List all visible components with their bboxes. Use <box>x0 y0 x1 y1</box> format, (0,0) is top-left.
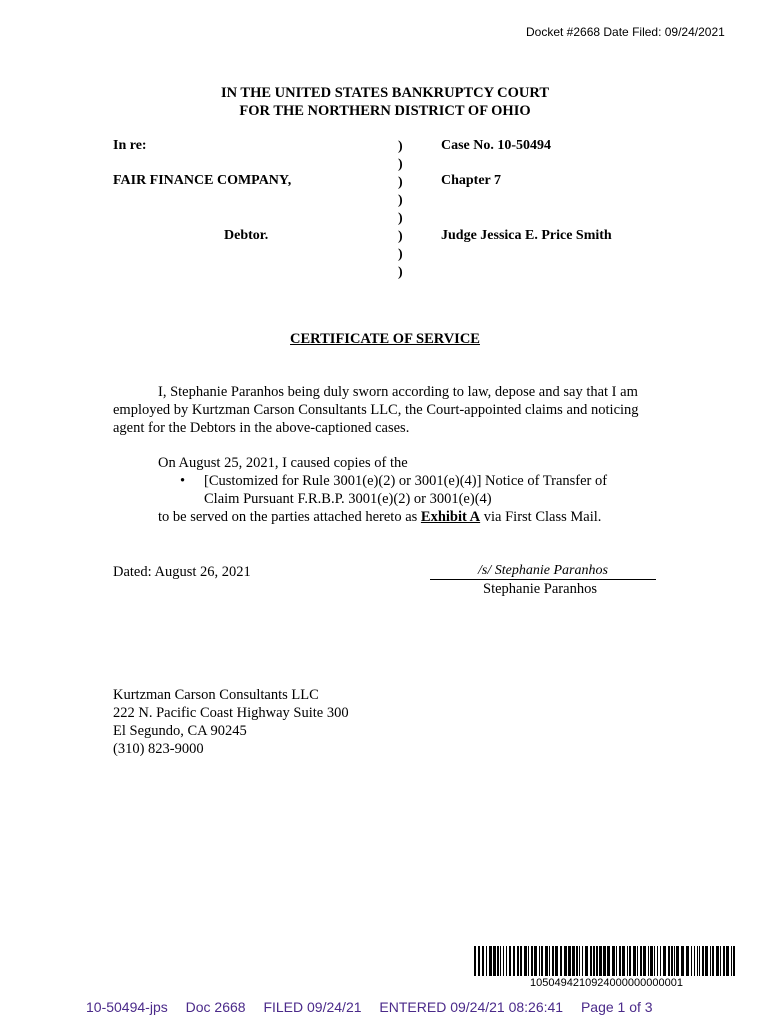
served-document <box>204 472 607 508</box>
barcode-bar <box>607 946 610 976</box>
barcode-graphic <box>474 946 739 976</box>
caption-paren: ) <box>398 265 403 280</box>
caption-paren: ) <box>398 229 403 244</box>
barcode-bar <box>576 946 578 976</box>
barcode-bar <box>585 946 588 976</box>
caption-paren: ) <box>398 211 403 226</box>
barcode <box>474 946 739 976</box>
barcode-bar <box>552 946 554 976</box>
barcode-bar <box>627 946 628 976</box>
barcode-bar <box>694 946 695 976</box>
barcode-bar <box>643 946 646 976</box>
barcode-bar <box>612 946 615 976</box>
address-company: Kurtzman Carson Consultants LLC <box>113 687 319 703</box>
caption-paren: ) <box>398 157 403 172</box>
served-suffix: via First Class Mail. <box>480 509 602 525</box>
served-document-line: [Customized for Rule 3001(e)(2) or 3001(e)(4)] Notice of Transfer of <box>204 473 608 489</box>
barcode-bar <box>616 946 617 976</box>
chapter: Chapter 7 <box>441 173 502 188</box>
barcode-bar <box>720 946 721 976</box>
address-block <box>113 686 349 758</box>
sworn-line: agent for the Debtors in the above-captioned cases. <box>113 420 410 436</box>
sworn-paragraph <box>113 383 673 437</box>
barcode-bar <box>681 946 684 976</box>
dated-line: Dated: August 26, 2021 <box>113 564 251 580</box>
caption-paren: ) <box>398 139 403 154</box>
barcode-bar <box>733 946 735 976</box>
barcode-bar <box>524 946 527 976</box>
barcode-bar <box>528 946 529 976</box>
footer-doc: Doc 2668 <box>185 999 246 1015</box>
served-document-line: Claim Pursuant F.R.B.P. 3001(e)(2) or 3001(e)(4) <box>204 491 492 507</box>
barcode-bar <box>545 946 548 976</box>
barcode-bar <box>731 946 732 976</box>
address-city: El Segundo, CA 90245 <box>113 723 247 739</box>
barcode-bar <box>593 946 595 976</box>
caption-parentheses <box>398 138 403 282</box>
document-title: CERTIFICATE OF SERVICE <box>290 331 480 347</box>
debtor-label: Debtor. <box>224 228 269 243</box>
barcode-bar <box>568 946 571 976</box>
barcode-bar <box>517 946 519 976</box>
barcode-bar <box>710 946 711 976</box>
barcode-bar <box>723 946 725 976</box>
docket-header: Docket #2668 Date Filed: 09/24/2021 <box>526 25 725 39</box>
barcode-bar <box>555 946 558 976</box>
barcode-bar <box>650 946 653 976</box>
barcode-bar <box>486 946 487 976</box>
barcode-bar <box>493 946 496 976</box>
barcode-bar <box>590 946 592 976</box>
judge: Judge Jessica E. Price Smith <box>441 228 612 243</box>
barcode-bar <box>640 946 642 976</box>
service-intro: On August 25, 2021, I caused copies of the <box>158 455 408 471</box>
case-number: Case No. 10-50494 <box>441 138 552 153</box>
barcode-bar <box>716 946 719 976</box>
footer-page: Page 1 of 3 <box>580 999 653 1015</box>
barcode-bar <box>489 946 492 976</box>
barcode-bar <box>705 946 708 976</box>
barcode-bar <box>691 946 692 976</box>
barcode-bar <box>539 946 540 976</box>
barcode-bar <box>697 946 698 976</box>
caption-paren: ) <box>398 247 403 262</box>
barcode-bar <box>603 946 606 976</box>
barcode-bar <box>500 946 501 976</box>
barcode-bar <box>686 946 689 976</box>
barcode-bar <box>509 946 511 976</box>
served-prefix: to be served on the parties attached hereto as <box>158 509 421 525</box>
barcode-bar <box>599 946 602 976</box>
bullet-icon: • <box>180 473 186 489</box>
barcode-bar <box>657 946 658 976</box>
barcode-bar <box>506 946 507 976</box>
barcode-bar <box>549 946 550 976</box>
barcode-bar <box>596 946 598 976</box>
footer-filed: FILED 09/24/21 <box>263 999 362 1015</box>
barcode-bar <box>564 946 567 976</box>
barcode-bar <box>648 946 649 976</box>
barcode-bar <box>702 946 704 976</box>
barcode-bar <box>474 946 476 976</box>
barcode-bar <box>582 946 583 976</box>
barcode-bar <box>676 946 679 976</box>
barcode-bar <box>668 946 670 976</box>
barcode-bar <box>579 946 580 976</box>
barcode-bar <box>660 946 661 976</box>
barcode-bar <box>619 946 621 976</box>
barcode-bar <box>541 946 543 976</box>
barcode-bar <box>654 946 655 976</box>
filing-footer <box>86 999 667 1015</box>
barcode-bar <box>513 946 515 976</box>
service-statement <box>158 508 601 526</box>
barcode-bar <box>503 946 504 976</box>
address-phone: (310) 823-9000 <box>113 741 204 757</box>
barcode-bar <box>572 946 575 976</box>
barcode-bar <box>674 946 675 976</box>
address-street: 222 N. Pacific Coast Highway Suite 300 <box>113 705 349 721</box>
caption-paren: ) <box>398 175 403 190</box>
exhibit-reference: Exhibit A <box>420 509 481 525</box>
barcode-bar <box>534 946 537 976</box>
barcode-bar <box>671 946 673 976</box>
barcode-bar <box>712 946 714 976</box>
barcode-bar <box>699 946 700 976</box>
signer-name: Stephanie Paranhos <box>483 581 597 597</box>
in-re-label: In re: <box>113 138 147 153</box>
footer-case: 10-50494-jps <box>86 999 168 1015</box>
barcode-bar <box>633 946 636 976</box>
barcode-number: 1050494210924000000000001 <box>530 977 683 989</box>
barcode-bar <box>478 946 480 976</box>
debtor-name: FAIR FINANCE COMPANY, <box>113 173 292 188</box>
barcode-bar <box>482 946 484 976</box>
barcode-bar <box>726 946 729 976</box>
court-heading-line2: FOR THE NORTHERN DISTRICT OF OHIO <box>239 103 531 119</box>
barcode-bar <box>637 946 638 976</box>
barcode-bar <box>520 946 522 976</box>
footer-entered: ENTERED 09/24/21 08:26:41 <box>379 999 564 1015</box>
barcode-bar <box>560 946 562 976</box>
caption-paren: ) <box>398 193 403 208</box>
sworn-line: I, Stephanie Paranhos being duly sworn according to law, depose and say that I am <box>158 384 638 400</box>
barcode-bar <box>531 946 533 976</box>
barcode-bar <box>663 946 666 976</box>
court-heading <box>0 84 770 120</box>
court-heading-line1: IN THE UNITED STATES BANKRUPTCY COURT <box>220 85 550 101</box>
barcode-bar <box>622 946 625 976</box>
barcode-bar <box>629 946 631 976</box>
sworn-line: employed by Kurtzman Carson Consultants LLC, the Court-appointed claims and noticing <box>113 402 639 418</box>
barcode-bar <box>497 946 499 976</box>
signature-line: /s/ Stephanie Paranhos <box>430 563 656 580</box>
